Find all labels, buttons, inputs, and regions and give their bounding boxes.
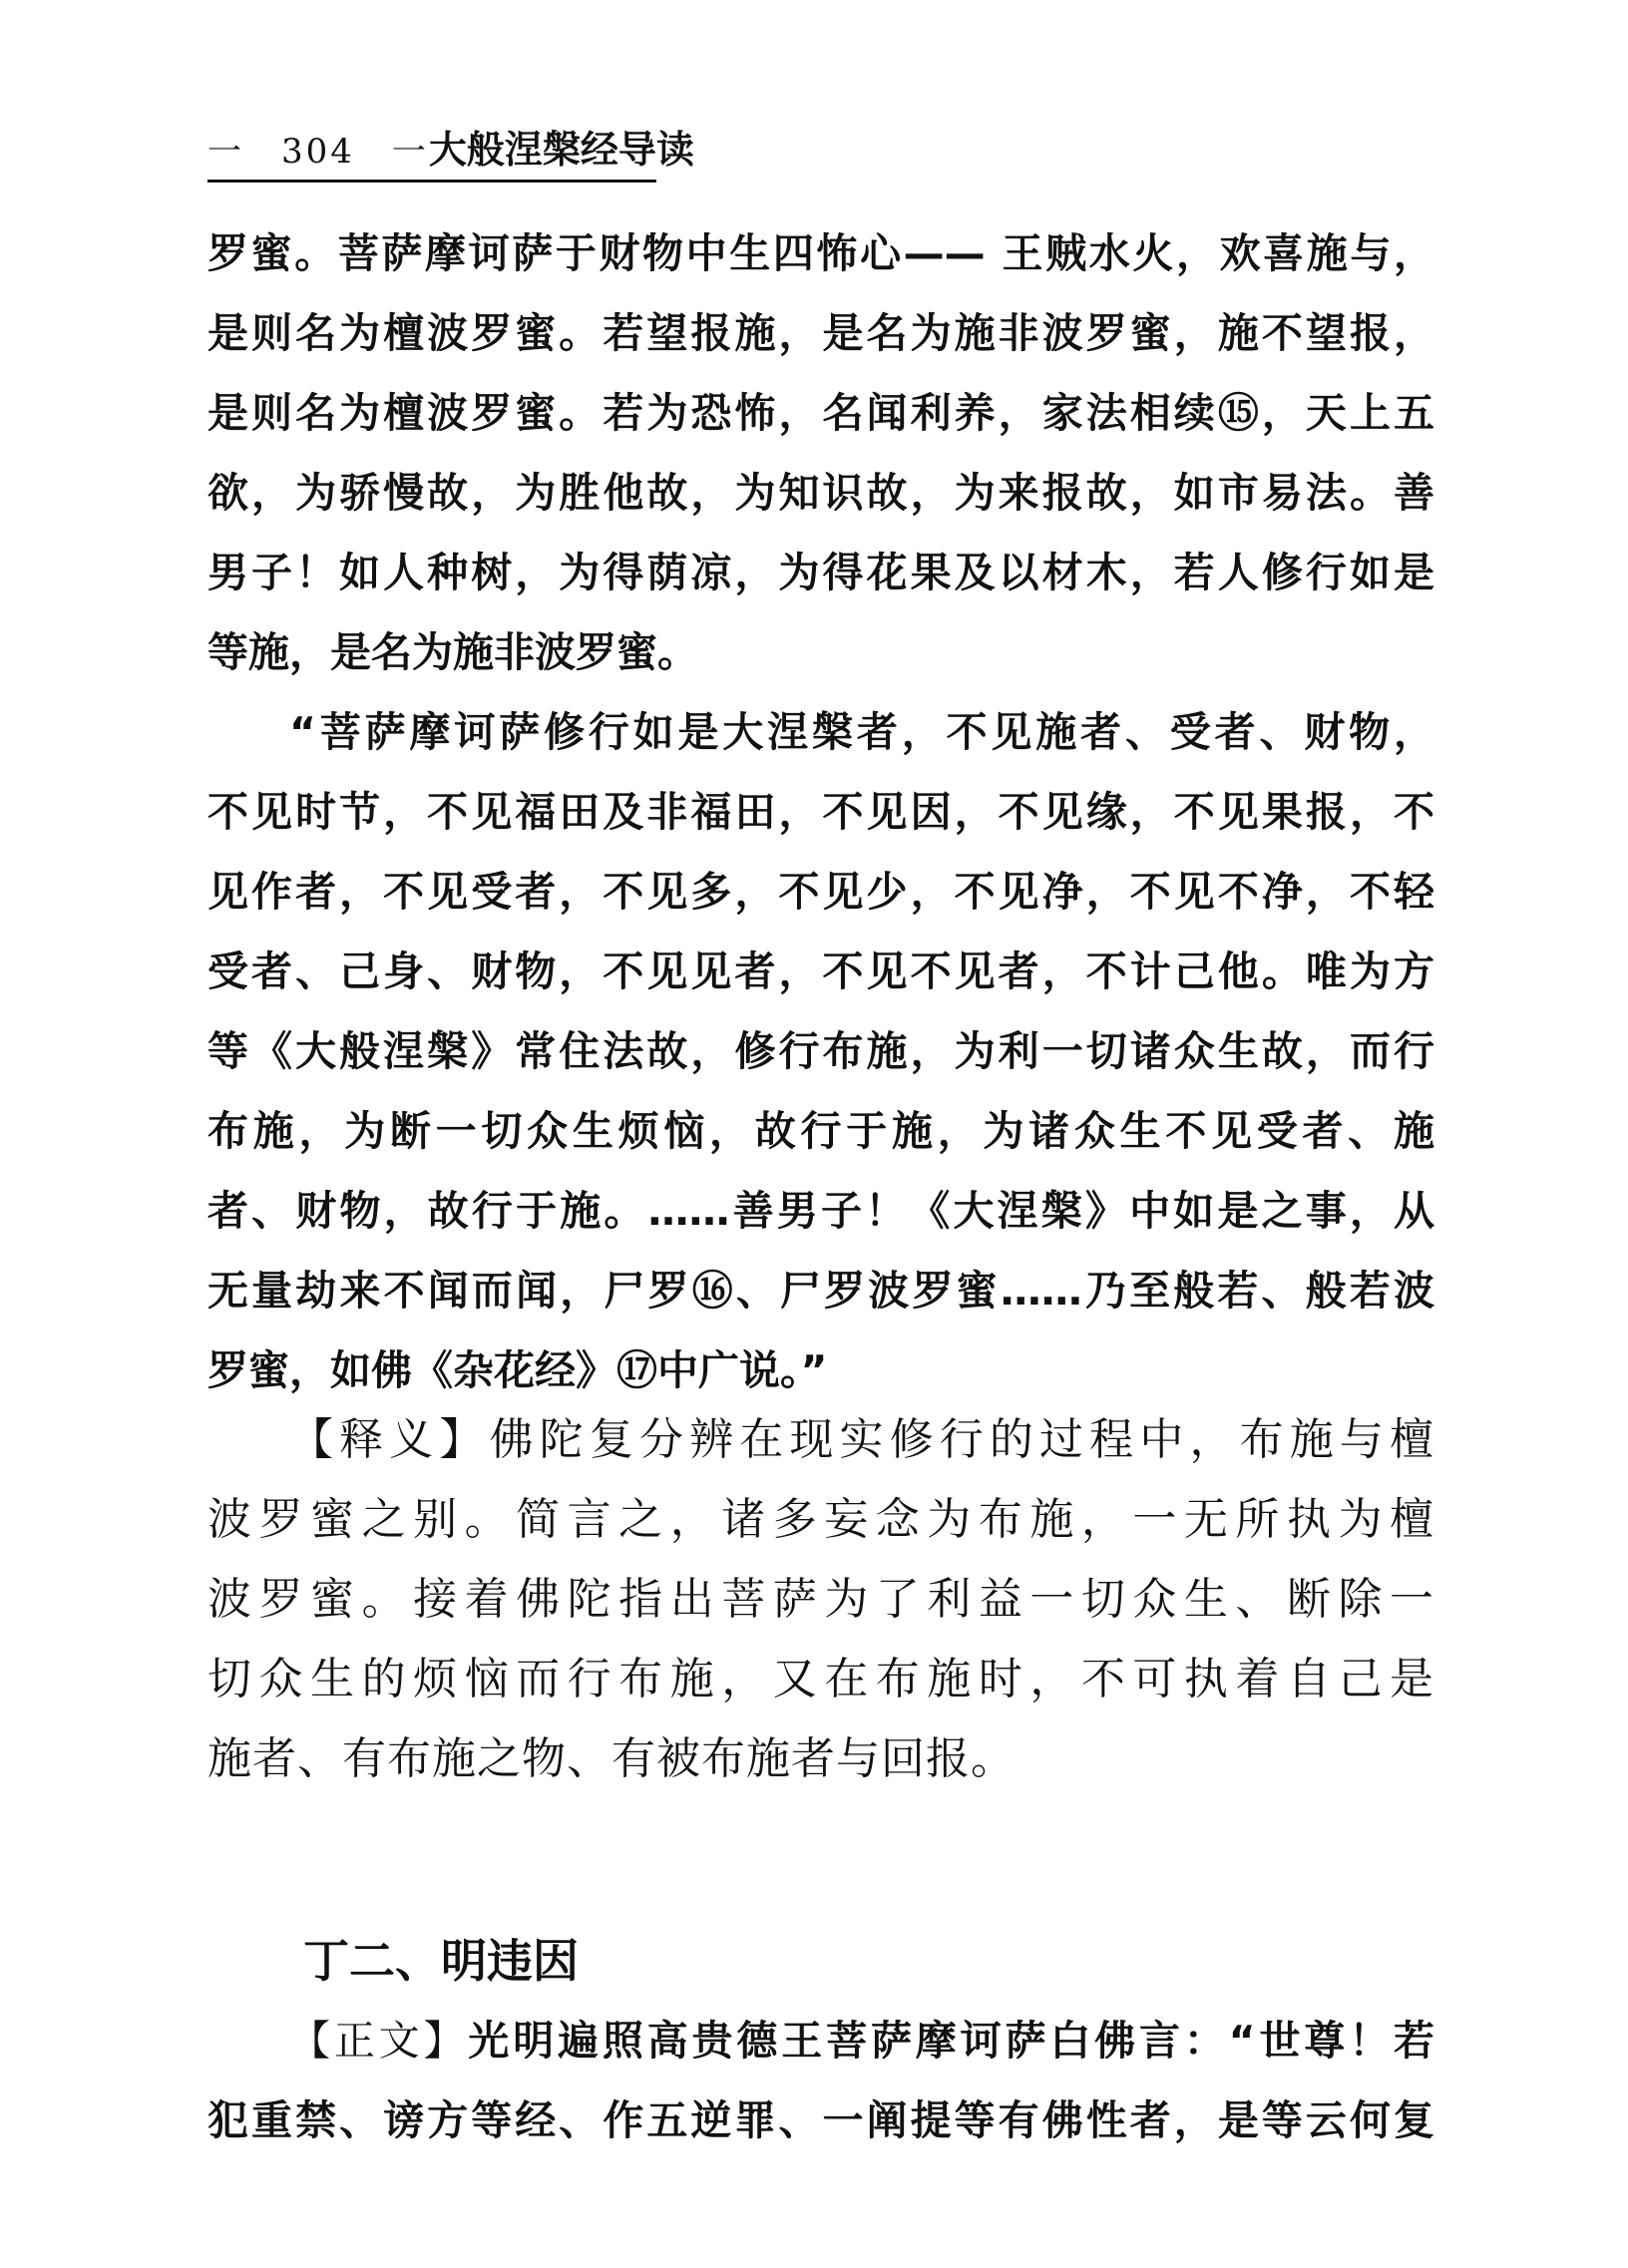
- paragraph-main-text: [207, 2001, 1434, 2160]
- text-line: 犯重禁、谤方等经、作五逆罪、一阐提等有佛性者，是等云何复: [207, 2096, 1434, 2144]
- book-title: 大般涅槃经导读: [428, 128, 694, 172]
- text-line: 布施，为断一切众生烦恼，故行于施，为诸众生不见受者、施: [207, 1107, 1434, 1155]
- text-line: 施者、有布施之物、有被布施者与回报。: [207, 1733, 1016, 1784]
- text-line: 见作者，不见受者，不见多，不见少，不见净，不见不净，不轻: [207, 868, 1434, 916]
- paragraph-sutra-2: [207, 692, 1434, 1410]
- text-line: “菩萨摩诃萨修行如是大涅槃者，不见施者、受者、财物，: [289, 708, 1434, 756]
- text-line: 切众生的烦恼而行布施，又在布施时，不可执着自己是: [207, 1654, 1434, 1704]
- text-line: 者、财物，故行于施。……善男子！《大涅槃》中如是之事，从: [207, 1187, 1434, 1235]
- text-line-rest: 光明遍照高贵德王菩萨摩诃萨白佛言：“世尊！若: [468, 2017, 1434, 2065]
- text-line: 【释义】佛陀复分辨在现实修行的过程中，布施与檀: [289, 1414, 1434, 1465]
- text-line: 波罗蜜。接着佛陀指出菩萨为了利益一切众生、断除一: [207, 1574, 1434, 1625]
- text-line: 欲，为骄慢故，为胜他故，为知识故，为来报故，如市易法。善: [207, 469, 1434, 517]
- section-label: 【正文】: [289, 2017, 469, 2065]
- text-line: 是则名为檀波罗蜜。若为恐怖，名闻利养，家法相续⑮，天上五: [207, 389, 1434, 437]
- text-line: 罗蜜。菩萨摩诃萨于财物中生四怖心—— 王贼水火，欢喜施与，: [207, 229, 1434, 277]
- text-line: 不见时节，不见福田及非福田，不见因，不见缘，不见果报，不: [207, 788, 1434, 836]
- section-heading: 丁二、明违因: [303, 1934, 579, 1988]
- text-line: 是则名为檀波罗蜜。若望报施，是名为施非波罗蜜，施不望报，: [207, 309, 1434, 357]
- text-line: 男子！如人种树，为得荫凉，为得花果及以材木，若人修行如是: [207, 549, 1434, 596]
- paragraph-sutra-1: [207, 213, 1434, 692]
- text-line: 受者、己身、财物，不见见者，不见不见者，不计己他。唯为方: [207, 947, 1434, 995]
- page-number: 一 304 一: [207, 132, 429, 172]
- text-line: [207, 2001, 1434, 2080]
- page-header: [207, 120, 694, 183]
- text-line: 等《大般涅槃》常住法故，修行布施，为利一切诸众生故，而行: [207, 1027, 1434, 1075]
- text-line: 波罗蜜之别。简言之，诸多妄念为布施，一无所执为檀: [207, 1494, 1434, 1545]
- text-line: 罗蜜，如佛《杂花经》⑰中广说。”: [207, 1346, 828, 1394]
- text-line: 无量劫来不闻而闻，尸罗⑯、尸罗波罗蜜……乃至般若、般若波: [207, 1267, 1434, 1315]
- paragraph-commentary: [207, 1400, 1434, 1799]
- text-line: 等施，是名为施非波罗蜜。: [207, 628, 698, 676]
